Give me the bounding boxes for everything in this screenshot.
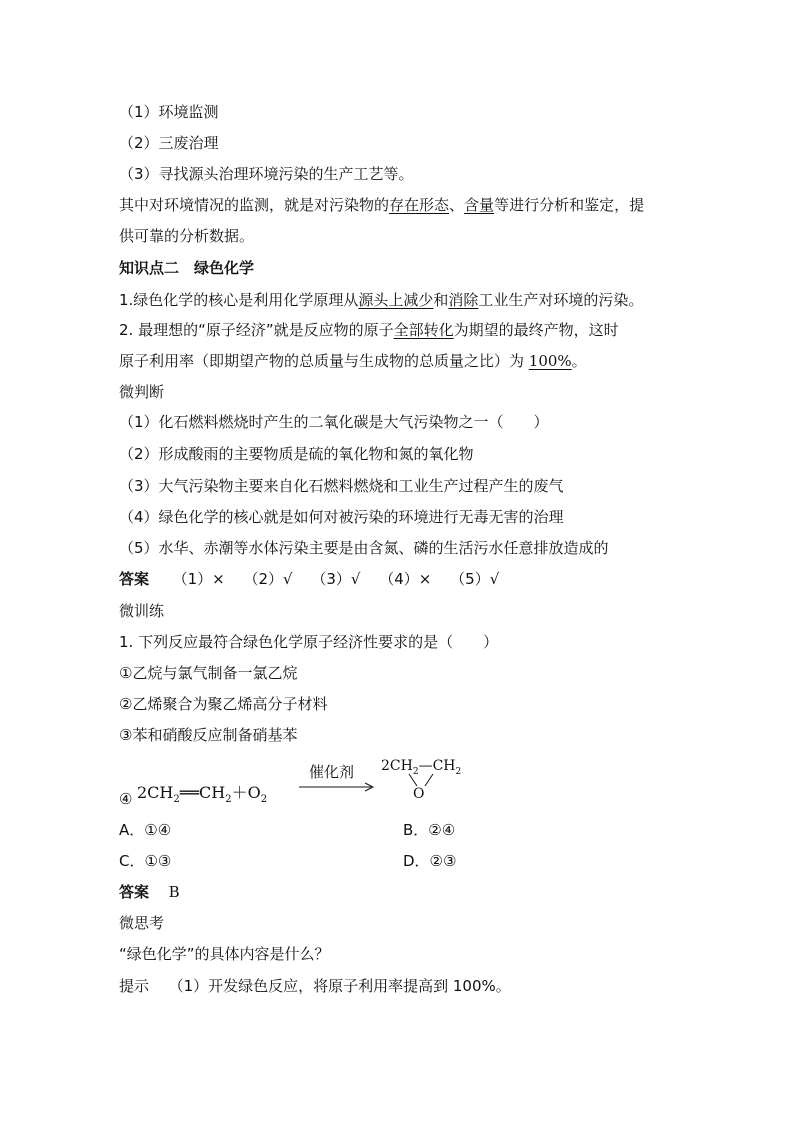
paragraph-line <box>119 351 587 371</box>
text: 为期望的最终产物，这时 <box>453 321 619 339</box>
choice-d: D．②③ <box>403 852 457 870</box>
reactants: $2CH_2══CH_2+O_2$ <box>137 783 268 806</box>
paragraph-line <box>119 320 619 340</box>
paragraph-line: 供可靠的分析数据。 <box>119 227 255 245</box>
subsection-title: 微判断 <box>119 383 165 401</box>
list-item: ②乙烯聚合为聚乙烯高分子材料 <box>119 695 328 713</box>
text: 和 <box>433 291 449 309</box>
product-formula: $2CH_2—CH_2$ <box>381 758 462 777</box>
hint-line <box>119 976 511 996</box>
underlined-blank: 源头上减少 <box>358 291 434 309</box>
answer-line <box>119 569 499 589</box>
hint-text: （1）开发绿色反应，将原子利用率提高到 100%。 <box>168 977 511 995</box>
list-item: （3）大气污染物主要来自化石燃料燃烧和工业生产过程产生的废气 <box>119 477 564 495</box>
reaction-arrow <box>299 782 375 792</box>
underlined-blank: 全部转化 <box>393 321 454 339</box>
answer-item: （3）√ <box>311 570 361 588</box>
text: 2. 最理想的“原子经济”就是反应物的原子 <box>119 321 394 339</box>
list-item: （2）三废治理 <box>119 134 219 152</box>
answer-value: B <box>168 883 180 901</box>
answer-label: 答案 <box>119 570 150 588</box>
text: 。 <box>571 352 587 370</box>
list-item: （1）化石燃料燃烧时产生的二氧化碳是大气污染物之一（ ） <box>119 413 549 431</box>
question: 1. 下列反应最符合绿色化学原子经济性要求的是（ ） <box>119 633 499 651</box>
text: 工业生产对环境的污染。 <box>478 291 644 309</box>
list-item: （2）形成酸雨的主要物质是硫的氧化物和氮的氧化物 <box>119 445 474 463</box>
text: 1.绿色化学的核心是利用化学原理从 <box>119 291 359 309</box>
underlined-blank: 含量 <box>464 196 495 214</box>
answer-line <box>119 882 180 902</box>
choice-b: B．②④ <box>403 821 456 839</box>
section-title: 知识点二 绿色化学 <box>119 259 255 277</box>
text: 、 <box>449 196 465 214</box>
answer-label: 答案 <box>119 883 150 901</box>
underlined-blank: 消除 <box>448 291 479 309</box>
oxygen-atom: O <box>413 786 425 802</box>
list-item: ③苯和硝酸反应制备硝基苯 <box>119 726 298 744</box>
paragraph-line <box>119 290 643 310</box>
list-item: （4）绿色化学的核心就是如何对被污染的环境进行无毒无害的治理 <box>119 508 564 526</box>
text: 等进行分析和鉴定，提 <box>494 196 645 214</box>
text: 其中对环境情况的监测，就是对污染物的 <box>119 196 390 214</box>
subsection-title: 微训练 <box>119 602 165 620</box>
answer-item: （5）√ <box>450 570 500 588</box>
choice-c: C．①③ <box>119 852 172 870</box>
list-item: ①乙烷与氯气制备一氯乙烷 <box>119 664 298 682</box>
question: “绿色化学”的具体内容是什么？ <box>119 945 330 963</box>
underlined-blank: 存在形态 <box>389 196 450 214</box>
text: 原子利用率（即期望产物的总质量与生成物的总质量之比）为 <box>119 352 529 370</box>
reaction-equation <box>119 758 479 808</box>
answer-item: （2）√ <box>243 570 293 588</box>
choice-a: A．①④ <box>119 821 172 839</box>
paragraph-line <box>119 195 644 215</box>
subsection-title: 微思考 <box>119 914 165 932</box>
option-number: ④ <box>119 790 133 808</box>
hint-label: 提示 <box>119 977 150 995</box>
answer-item: （1）× <box>172 570 225 588</box>
list-item: （1）环境监测 <box>119 103 219 121</box>
underlined-blank: 100% <box>528 352 572 370</box>
list-item: （3）寻找源头治理环境污染的生产工艺等。 <box>119 165 414 183</box>
list-item: （5）水华、赤潮等水体污染主要是由含氮、磷的生活污水任意排放造成的 <box>119 539 609 557</box>
answer-item: （4）× <box>379 570 432 588</box>
catalyst-label: 催化剂 <box>309 763 355 781</box>
